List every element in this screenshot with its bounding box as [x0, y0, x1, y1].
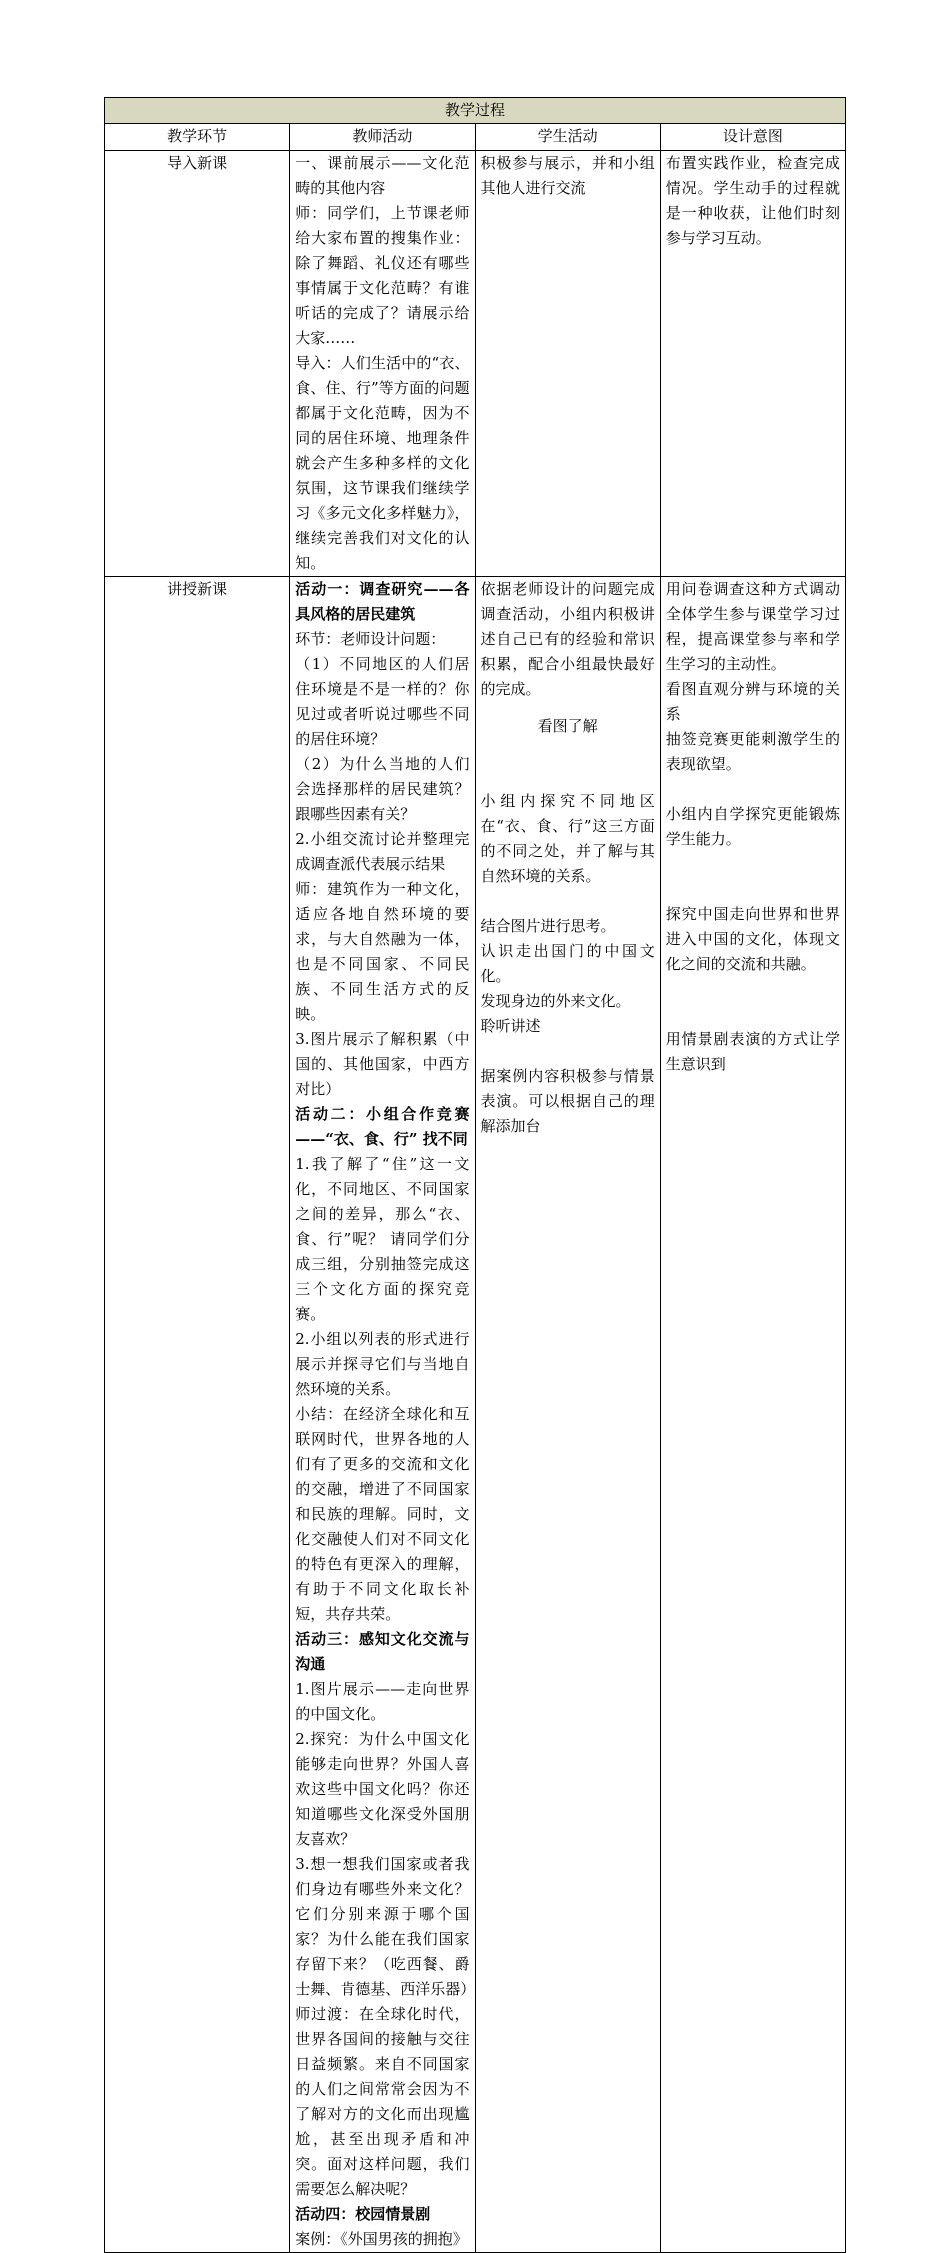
stage-cell: 导入新课 [105, 151, 290, 577]
activity-three-heading: 活动三：感知文化交流与沟通 [295, 1630, 470, 1673]
student-note: 据案例内容积极参与情景表演。可以根据自己的理解添加台 [480, 1067, 655, 1135]
table-row [105, 577, 846, 2253]
teacher-line: （1）不同地区的人们居住环境是不是一样的？你见过或者听说过哪些不同的居住环境？ [295, 655, 470, 748]
intent-note: 用问卷调查这种方式调动全体学生参与课堂学习过程，提高课堂参与率和学生学习的主动性。 [665, 580, 840, 673]
header-row [105, 124, 846, 151]
summary-text: 小结：在经济全球化和互联网时代，世界各地的人们有了更多的交流和文化的交融，增进了不同国家和民族的理解。同时，文化交融使人们对不同文化的特色有更深入的理解，有助于不同文化取长补短，共存共荣。 [295, 1405, 470, 1623]
intent-note: 抽签竞赛更能刺激学生的表现欲望。 [665, 730, 840, 773]
teacher-line: 2.小组以列表的形式进行展示并探寻它们与当地自然环境的关系。 [295, 1330, 470, 1398]
design-intent-cell [660, 151, 845, 577]
activity-four-heading: 活动四：校园情景剧 [295, 2205, 431, 2223]
teacher-activity-cell [290, 151, 475, 577]
student-note: 小组内探究不同地区在“衣、食、行”这三方面的不同之处，并了解与其自然环境的关系。 [480, 792, 655, 885]
student-note: 发现身边的外来文化。 [480, 992, 631, 1010]
header-intent: 设计意图 [660, 124, 845, 151]
student-activity-cell [475, 151, 660, 577]
table-title: 教学过程 [105, 98, 846, 124]
intro-teacher-text: 师：同学们，上节课老师给大家布置的搜集作业：除了舞蹈、礼仪还有哪些事情属于文化范畴？有谁听话的完成了？请展示给大家…… [295, 204, 470, 347]
student-note: 看图了解 [537, 717, 598, 735]
teacher-line: 2.探究：为什么中国文化能够走向世界？外国人喜欢这些中国文化吗？你还知道哪些文化深受外国朋友喜欢？ [295, 1730, 470, 1848]
teacher-line: （2）为什么当地的人们会选择那样的居民建筑？跟哪些因素有关？ [295, 755, 470, 823]
student-note: 聆听讲述 [480, 1017, 541, 1035]
intent-note: 用情景剧表演的方式让学生意识到 [665, 1030, 840, 1073]
header-stage: 教学环节 [105, 124, 290, 151]
table-title-row [105, 98, 846, 124]
teacher-line: 1.我了解了“住”这一文化，不同地区、不同国家之间的差异，那么“衣、食、行”呢？ 请同学们分成三组，分别抽签完成这三个文化方面的探究竞赛。 [295, 1155, 470, 1323]
student-activity-cell [475, 577, 660, 2253]
stage-cell: 讲授新课 [105, 577, 290, 2253]
activity-two-heading: 活动二：小组合作竞赛——“衣、食、行” 找不同 [295, 1105, 470, 1148]
student-note: 依据老师设计的问题完成调查活动，小组内积极讲述自己已有的经验和常识积累，配合小组最快最好的完成。 [480, 580, 655, 698]
intro-heading: 一、课前展示——文化范畴的其他内容 [295, 154, 470, 197]
teacher-line: 3.想一想我们国家或者我们身边有哪些外来文化？它们分别来源于哪个国家？为什么能在我们国家存留下来？（吃西餐、爵士舞、肯德基、西洋乐器） [295, 1855, 476, 1998]
header-student: 学生活动 [475, 124, 660, 151]
teacher-line: 师：建筑作为一种文化，适应各地自然环境的要求，与大自然融为一体，也是不同国家、不同民族、不同生活方式的反映。 [295, 880, 470, 1023]
teacher-line: 1.图片展示——走向世界的中国文化。 [295, 1680, 470, 1723]
teacher-line: 3.图片展示了解积累（中国的、其他国家，中西方对比） [295, 1030, 470, 1098]
teacher-line: 环节：老师设计问题： [295, 630, 446, 648]
teacher-line: 2.小组交流讨论并整理完成调查派代表展示结果 [295, 830, 470, 873]
teaching-process-table [104, 97, 846, 2253]
intent-note: 小组内自学探究更能锻炼学生能力。 [665, 805, 840, 848]
design-intent-cell [660, 577, 845, 2253]
student-note: 认识走出国门的中国文化。 [480, 942, 655, 985]
activity-one-heading: 活动一：调查研究——各具风格的居民建筑 [295, 580, 470, 623]
header-teacher: 教师活动 [290, 124, 475, 151]
student-note: 积极参与展示，并和小组其他人进行交流 [480, 154, 655, 197]
intro-lead-text: 导入：人们生活中的“衣、食、住、行”等方面的问题都属于文化范畴，因为不同的居住环境、地理条件就会产生多种多样的文化氛围，这节课我们继续学习《多元文化多样魅力》，继续完善我们对文化的认知。 [295, 354, 470, 572]
intent-note: 布置实践作业，检查完成情况。学生动手的过程就是一种收获，让他们时刻参与学习互动。 [665, 154, 840, 247]
case-text: 案例：《外国男孩的拥抱》 [295, 2230, 468, 2248]
intent-note: 看图直观分辨与环境的关系 [665, 680, 840, 723]
student-note: 结合图片进行思考。 [480, 917, 616, 935]
teacher-activity-cell [290, 577, 475, 2253]
table-row [105, 151, 846, 577]
intent-note: 探究中国走向世界和世界进入中国的文化，体现文化之间的交流和共融。 [665, 905, 840, 973]
transition-text: 师过渡：在全球化时代，世界各国间的接触与交往日益频繁。来自不同国家的人们之间常常会因为不了解对方的文化而出现尴尬，甚至出现矛盾和冲突。面对这样问题，我们需要怎么解决呢？ [295, 2005, 470, 2198]
